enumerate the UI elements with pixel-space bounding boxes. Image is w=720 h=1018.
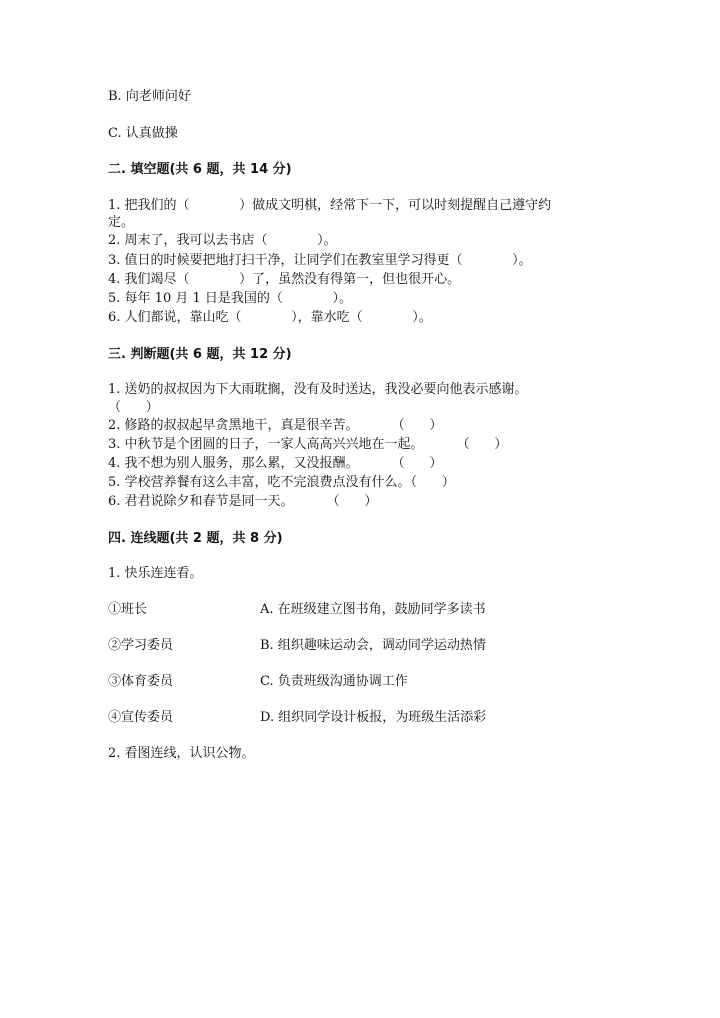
match-left-3: ③体育委员 <box>108 674 174 689</box>
option-c: C. 认真做操 <box>108 126 178 141</box>
fill-q5: 5. 每年 10 月 1 日是我国的（ ）。 <box>108 291 352 306</box>
judge-q6: 6. 君君说除夕和春节是同一天。 （ ） <box>108 494 378 509</box>
match-right-3: C. 负责班级沟通协调工作 <box>260 674 408 689</box>
fill-q1-line2: 定。 <box>108 215 135 230</box>
match-q2: 2. 看图连线，认识公物。 <box>108 746 255 761</box>
fill-q6: 6. 人们都说，靠山吃（ ），靠水吃（ ）。 <box>108 310 432 325</box>
option-b: B. 向老师问好 <box>108 89 191 104</box>
match-right-1: A. 在班级建立图书角，鼓励同学多读书 <box>260 602 486 617</box>
judge-q1-line1: 1. 送奶的叔叔因为下大雨耽搁，没有及时送达，我没必要向他表示感谢。 <box>108 382 528 397</box>
match-left-4: ④宣传委员 <box>108 710 174 725</box>
section2-title: 二. 填空题(共 6 题，共 14 分) <box>108 162 292 177</box>
judge-q3: 3. 中秋节是个团圆的日子，一家人高高兴兴地在一起。 （ ） <box>108 437 508 452</box>
match-right-2: B. 组织趣味运动会，调动同学运动热情 <box>260 638 486 653</box>
match-left-1: ①班长 <box>108 602 148 617</box>
match-left-2: ②学习委员 <box>108 638 174 653</box>
judge-q5: 5. 学校营养餐有这么丰富，吃不完浪费点没有什么。（ ） <box>108 475 455 490</box>
fill-q2: 2. 周末了，我可以去书店（ ）。 <box>108 233 337 248</box>
fill-q4: 4. 我们竭尽（ ）了，虽然没有得第一，但也很开心。 <box>108 272 461 287</box>
section3-title: 三. 判断题(共 6 题，共 12 分) <box>108 347 292 362</box>
match-right-4: D. 组织同学设计板报，为班级生活添彩 <box>260 710 487 725</box>
match-q1: 1. 快乐连连看。 <box>108 566 203 581</box>
fill-q1-line1: 1. 把我们的（ ）做成文明棋，经常下一下，可以时刻提醒自己遵守约 <box>108 198 552 213</box>
fill-q3: 3. 值日的时候要把地打扫干净，让同学们在教室里学习得更（ ）。 <box>108 253 532 268</box>
section4-title: 四. 连线题(共 2 题，共 8 分) <box>108 531 283 546</box>
judge-q1-line2: （ ） <box>108 400 159 415</box>
judge-q2: 2. 修路的叔叔起早贪黑地干，真是很辛苦。 （ ） <box>108 418 443 433</box>
judge-q4: 4. 我不想为别人服务，那么累，又没报酬。 （ ） <box>108 456 443 471</box>
